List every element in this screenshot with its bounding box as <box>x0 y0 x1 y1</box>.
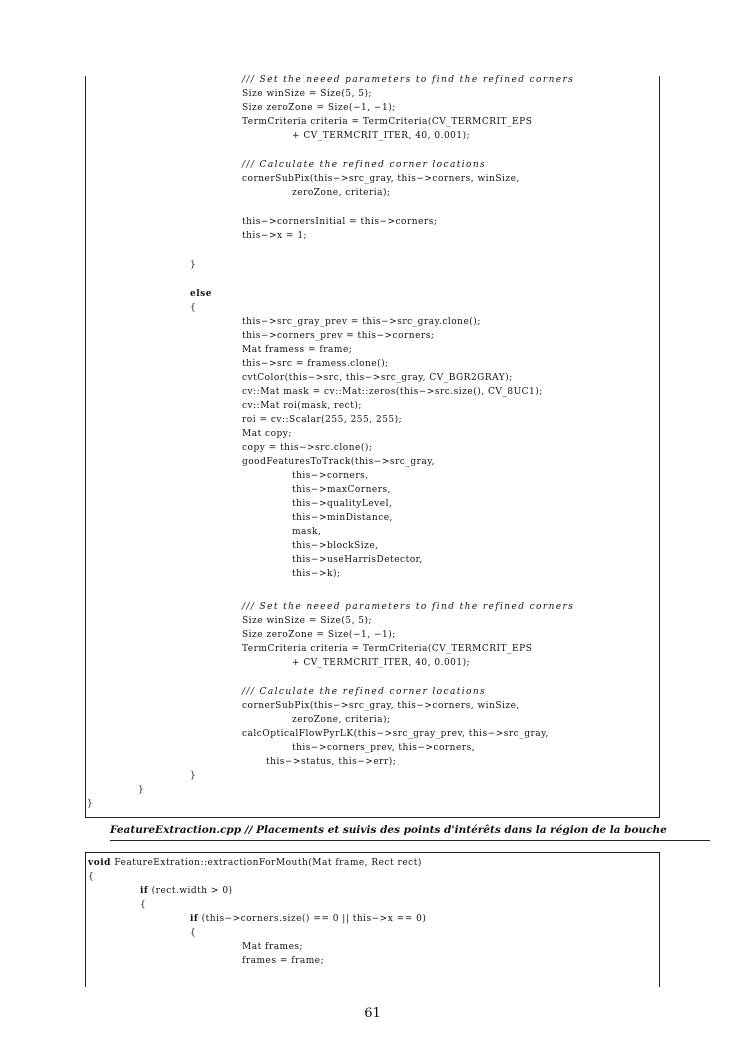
listing-caption: FeatureExtraction.cpp // Placements et suivis des points d'intérêts dans la région de la bouche <box>110 824 667 836</box>
code-line: cv::Mat mask = cv::Mat::zeros(this−>src.size(), CV_8UC1); <box>242 387 543 397</box>
code-comment: /// Set the neeed parameters to find the refined corners <box>242 75 575 85</box>
code-comment: /// Calculate the refined corner locations <box>242 687 487 697</box>
code-text: { <box>140 900 147 910</box>
code-line: cornerSubPix(this−>src_gray, this−>corners, winSize, <box>242 174 520 184</box>
code-text: Mat frames; <box>242 942 304 952</box>
code-line: roi = cv::Scalar(255, 255, 255); <box>242 415 403 425</box>
code-line: this−>corners, <box>292 471 369 481</box>
code-line: Size winSize = Size(5, 5); <box>242 89 373 99</box>
code-line: cvtColor(this−>src, this−>src_gray, CV_BGR2GRAY); <box>242 373 513 383</box>
code-line: this−>maxCorners, <box>292 485 391 495</box>
code-line: this−>corners_prev = this−>corners; <box>242 331 435 341</box>
code-line: } <box>87 799 94 809</box>
code-line: this−>src_gray_prev = this−>src_gray.clone(); <box>242 317 481 327</box>
code-line: Mat copy; <box>242 429 292 439</box>
code-line: calcOpticalFlowPyrLK(this−>src_gray_prev, this−>src_gray, <box>242 729 549 739</box>
code-line: Mat framess = frame; <box>242 345 353 355</box>
code-line <box>190 913 426 926</box>
code-line: Size winSize = Size(5, 5); <box>242 616 373 626</box>
code-text: { <box>88 872 95 882</box>
code-line: this−>qualityLevel, <box>292 499 393 509</box>
code-line: this−>minDistance, <box>292 513 393 523</box>
code-line: this−>k); <box>292 569 341 579</box>
code-comment: /// Set the neeed parameters to find the refined corners <box>242 602 575 612</box>
code-line: { <box>190 303 197 313</box>
code-line: } <box>138 785 145 795</box>
code-keyword: else <box>190 289 212 299</box>
code-text: (this−>corners.size() == 0 || this−>x == 0) <box>198 914 427 924</box>
code-line: } <box>190 771 197 781</box>
code-comment: /// Calculate the refined corner locations <box>242 160 487 170</box>
code-line: zeroZone, criteria); <box>292 715 391 725</box>
code-line: + CV_TERMCRIT_ITER, 40, 0.001); <box>292 131 471 141</box>
code-line: this−>src = framess.clone(); <box>242 359 389 369</box>
code-line: copy = this−>src.clone(); <box>242 443 373 453</box>
code-keyword: void <box>88 858 111 868</box>
code-line <box>140 899 146 912</box>
code-line: this−>blockSize, <box>292 541 379 551</box>
code-text: frames = frame; <box>242 956 325 966</box>
code-line: cornerSubPix(this−>src_gray, this−>corners, winSize, <box>242 701 520 711</box>
code-line: Size zeroZone = Size(−1, −1); <box>242 630 396 640</box>
code-line <box>242 941 303 954</box>
code-line: this−>useHarrisDetector, <box>292 555 423 565</box>
code-line: } <box>190 260 197 270</box>
code-line <box>88 857 422 870</box>
code-line: this−>x = 1; <box>242 231 308 241</box>
code-line: zeroZone, criteria); <box>292 188 391 198</box>
code-line: goodFeaturesToTrack(this−>src_gray, <box>242 457 435 467</box>
code-line <box>242 955 324 968</box>
code-line: TermCriteria criteria = TermCriteria(CV_TERMCRIT_EPS <box>242 644 533 654</box>
code-line: this−>cornersInitial = this−>corners; <box>242 217 438 227</box>
code-keyword: if <box>140 886 149 896</box>
caption-underline <box>110 840 710 841</box>
code-line: cv::Mat roi(mask, rect); <box>242 401 362 411</box>
page-number: 61 <box>364 1006 381 1021</box>
code-line: TermCriteria criteria = TermCriteria(CV_TERMCRIT_EPS <box>242 117 533 127</box>
code-line <box>140 885 233 898</box>
code-keyword: if <box>190 914 199 924</box>
code-text: { <box>190 928 197 938</box>
code-line: mask, <box>292 527 322 537</box>
code-line: this−>corners_prev, this−>corners, <box>292 743 476 753</box>
code-line: this−>status, this−>err); <box>266 757 397 767</box>
code-text: (rect.width > 0) <box>148 886 233 896</box>
code-line <box>88 871 94 884</box>
code-line: + CV_TERMCRIT_ITER, 40, 0.001); <box>292 658 471 668</box>
code-text: FeatureExtration::extractionForMouth(Mat frame, Rect rect) <box>110 858 422 868</box>
code-line <box>190 927 196 940</box>
code-line: Size zeroZone = Size(−1, −1); <box>242 103 396 113</box>
